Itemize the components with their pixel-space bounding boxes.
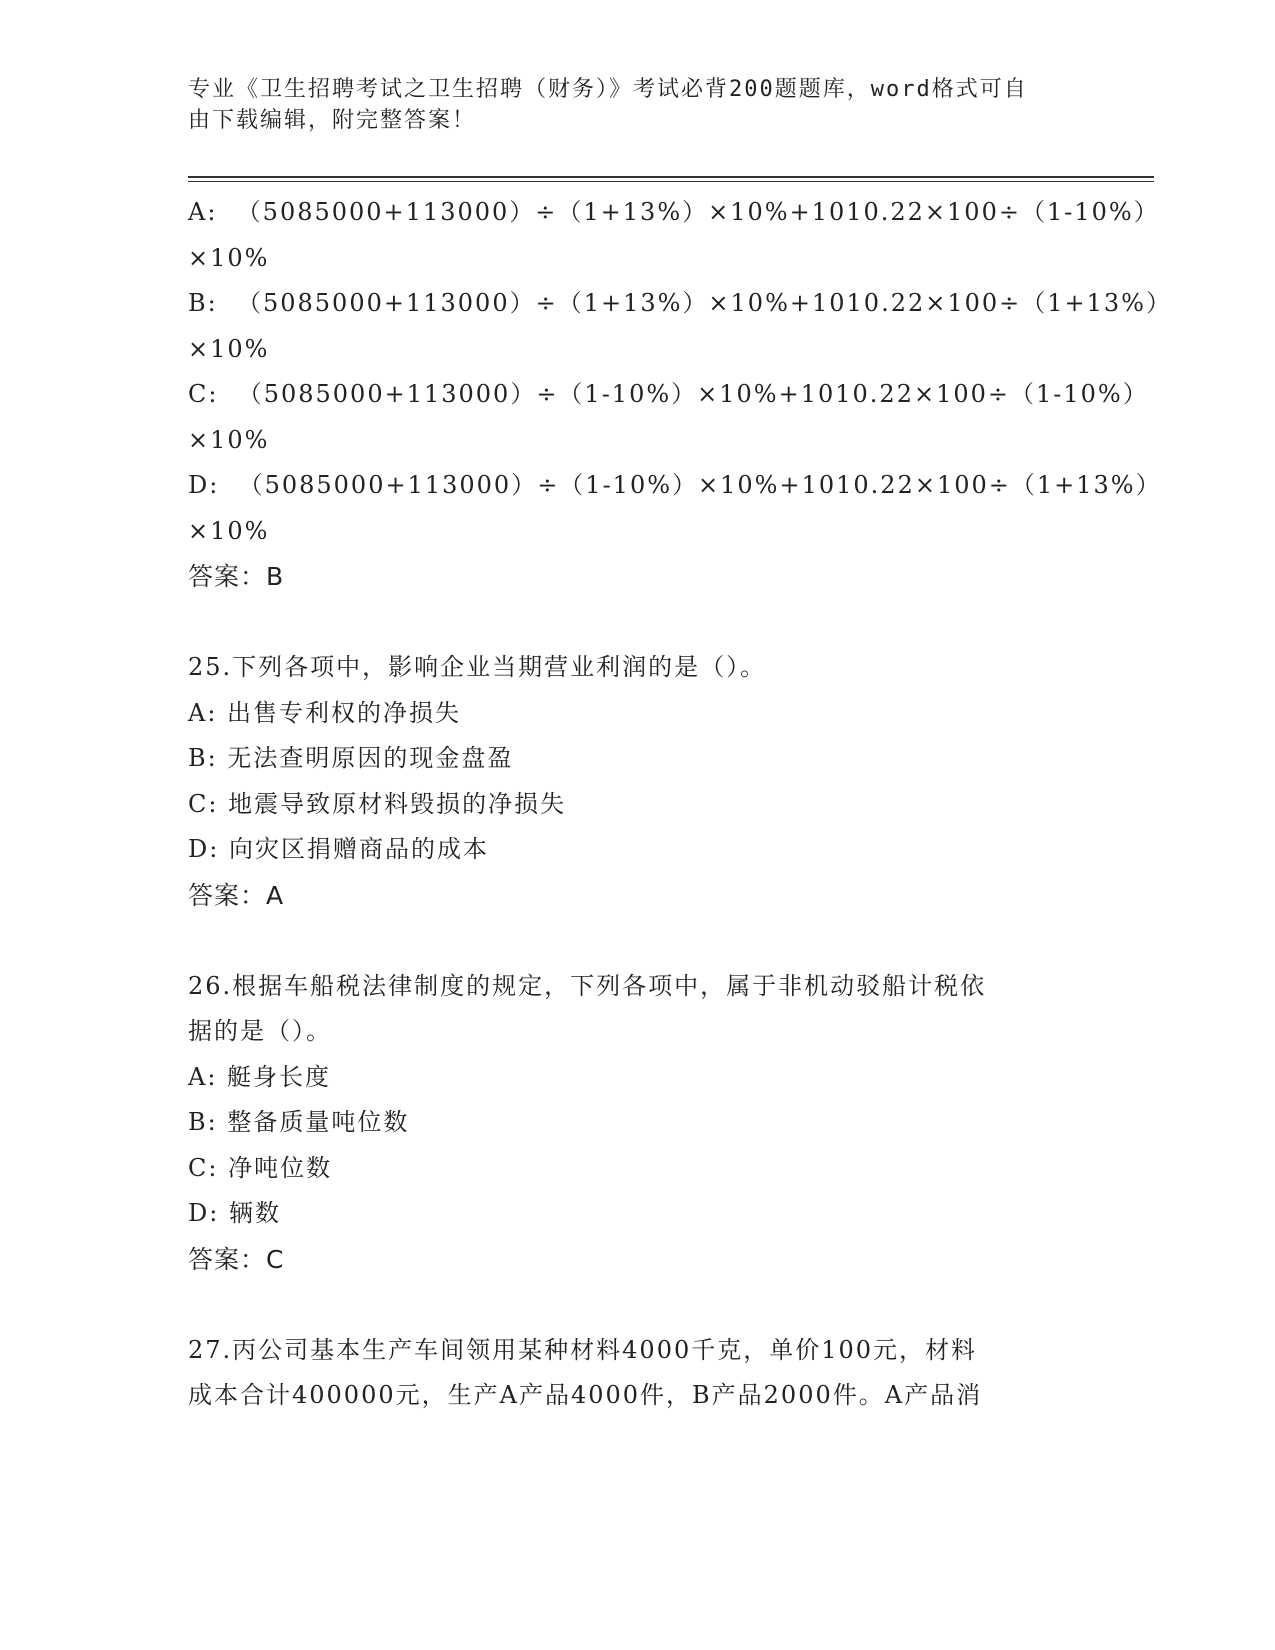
question-text-line-2: 据的是（）。 xyxy=(188,1017,332,1045)
option-a-line-1: A: （5085000+113000）÷（1+13%）×10%+1010.22×100÷（1-10%） xyxy=(188,198,1160,226)
option-c: C: 净吨位数 xyxy=(188,1153,333,1182)
question-text-line-2: 成本合计400000元，生产A产品4000件，B产品2000件。A产品消 xyxy=(188,1381,983,1409)
header-divider-thick xyxy=(188,176,1154,178)
header-divider-thin xyxy=(188,181,1154,182)
spacer xyxy=(188,918,1068,964)
question-text-line-1: 26.根据车船税法律制度的规定，下列各项中，属于非机动驳船计税依 xyxy=(188,971,987,1000)
answer-24: 答案：B xyxy=(188,562,285,591)
answer-25: 答案：A xyxy=(188,880,285,910)
header-line-1: 专业《卫生招聘考试之卫生招聘（财务）》考试必背200题题库，word格式可自 xyxy=(188,77,1028,102)
answer-26: 答案：C xyxy=(188,1244,285,1274)
option-c-line-2: ×10% xyxy=(188,425,270,454)
document-header xyxy=(188,74,1068,136)
question-26 xyxy=(188,964,1068,1283)
option-d-line-1: D: （5085000+113000）÷（1-10%）×10%+1010.22×100÷（1+13%） xyxy=(188,471,1162,499)
option-b-line-1: B: （5085000+113000）÷（1+13%）×10%+1010.22×100÷（1+13%） xyxy=(188,289,1172,317)
question-27 xyxy=(188,1328,1068,1419)
option-c-line-1: C: （5085000+113000）÷（1-10%）×10%+1010.22×100÷（1-10%） xyxy=(188,380,1149,408)
spacer xyxy=(188,600,1068,646)
option-c: C: 地震导致原材料毁损的净损失 xyxy=(188,789,567,818)
document-body xyxy=(188,190,1172,1419)
spacer xyxy=(188,1282,1068,1328)
question-text: 25.下列各项中，影响企业当期营业利润的是（）。 xyxy=(188,653,767,681)
option-d: D: 向灾区捐赠商品的成本 xyxy=(188,835,489,863)
question-25 xyxy=(188,645,1068,918)
header-line-2: 由下载编辑，附完整答案！ xyxy=(188,108,477,133)
option-b: B: 整备质量吨位数 xyxy=(188,1108,410,1136)
option-a: A: 艇身长度 xyxy=(188,1062,332,1091)
option-a-line-2: ×10% xyxy=(188,243,270,272)
option-d-line-2: ×10% xyxy=(188,516,270,545)
question-text-line-1: 27.丙公司基本生产车间领用某种材料4000千克，单价100元，材料 xyxy=(188,1335,978,1364)
question-24-options xyxy=(188,190,1172,600)
option-b: B: 无法查明原因的现金盘盈 xyxy=(188,744,514,772)
option-b-line-2: ×10% xyxy=(188,334,270,363)
option-a: A: 出售专利权的净损失 xyxy=(188,698,462,727)
option-d: D: 辆数 xyxy=(188,1199,281,1227)
